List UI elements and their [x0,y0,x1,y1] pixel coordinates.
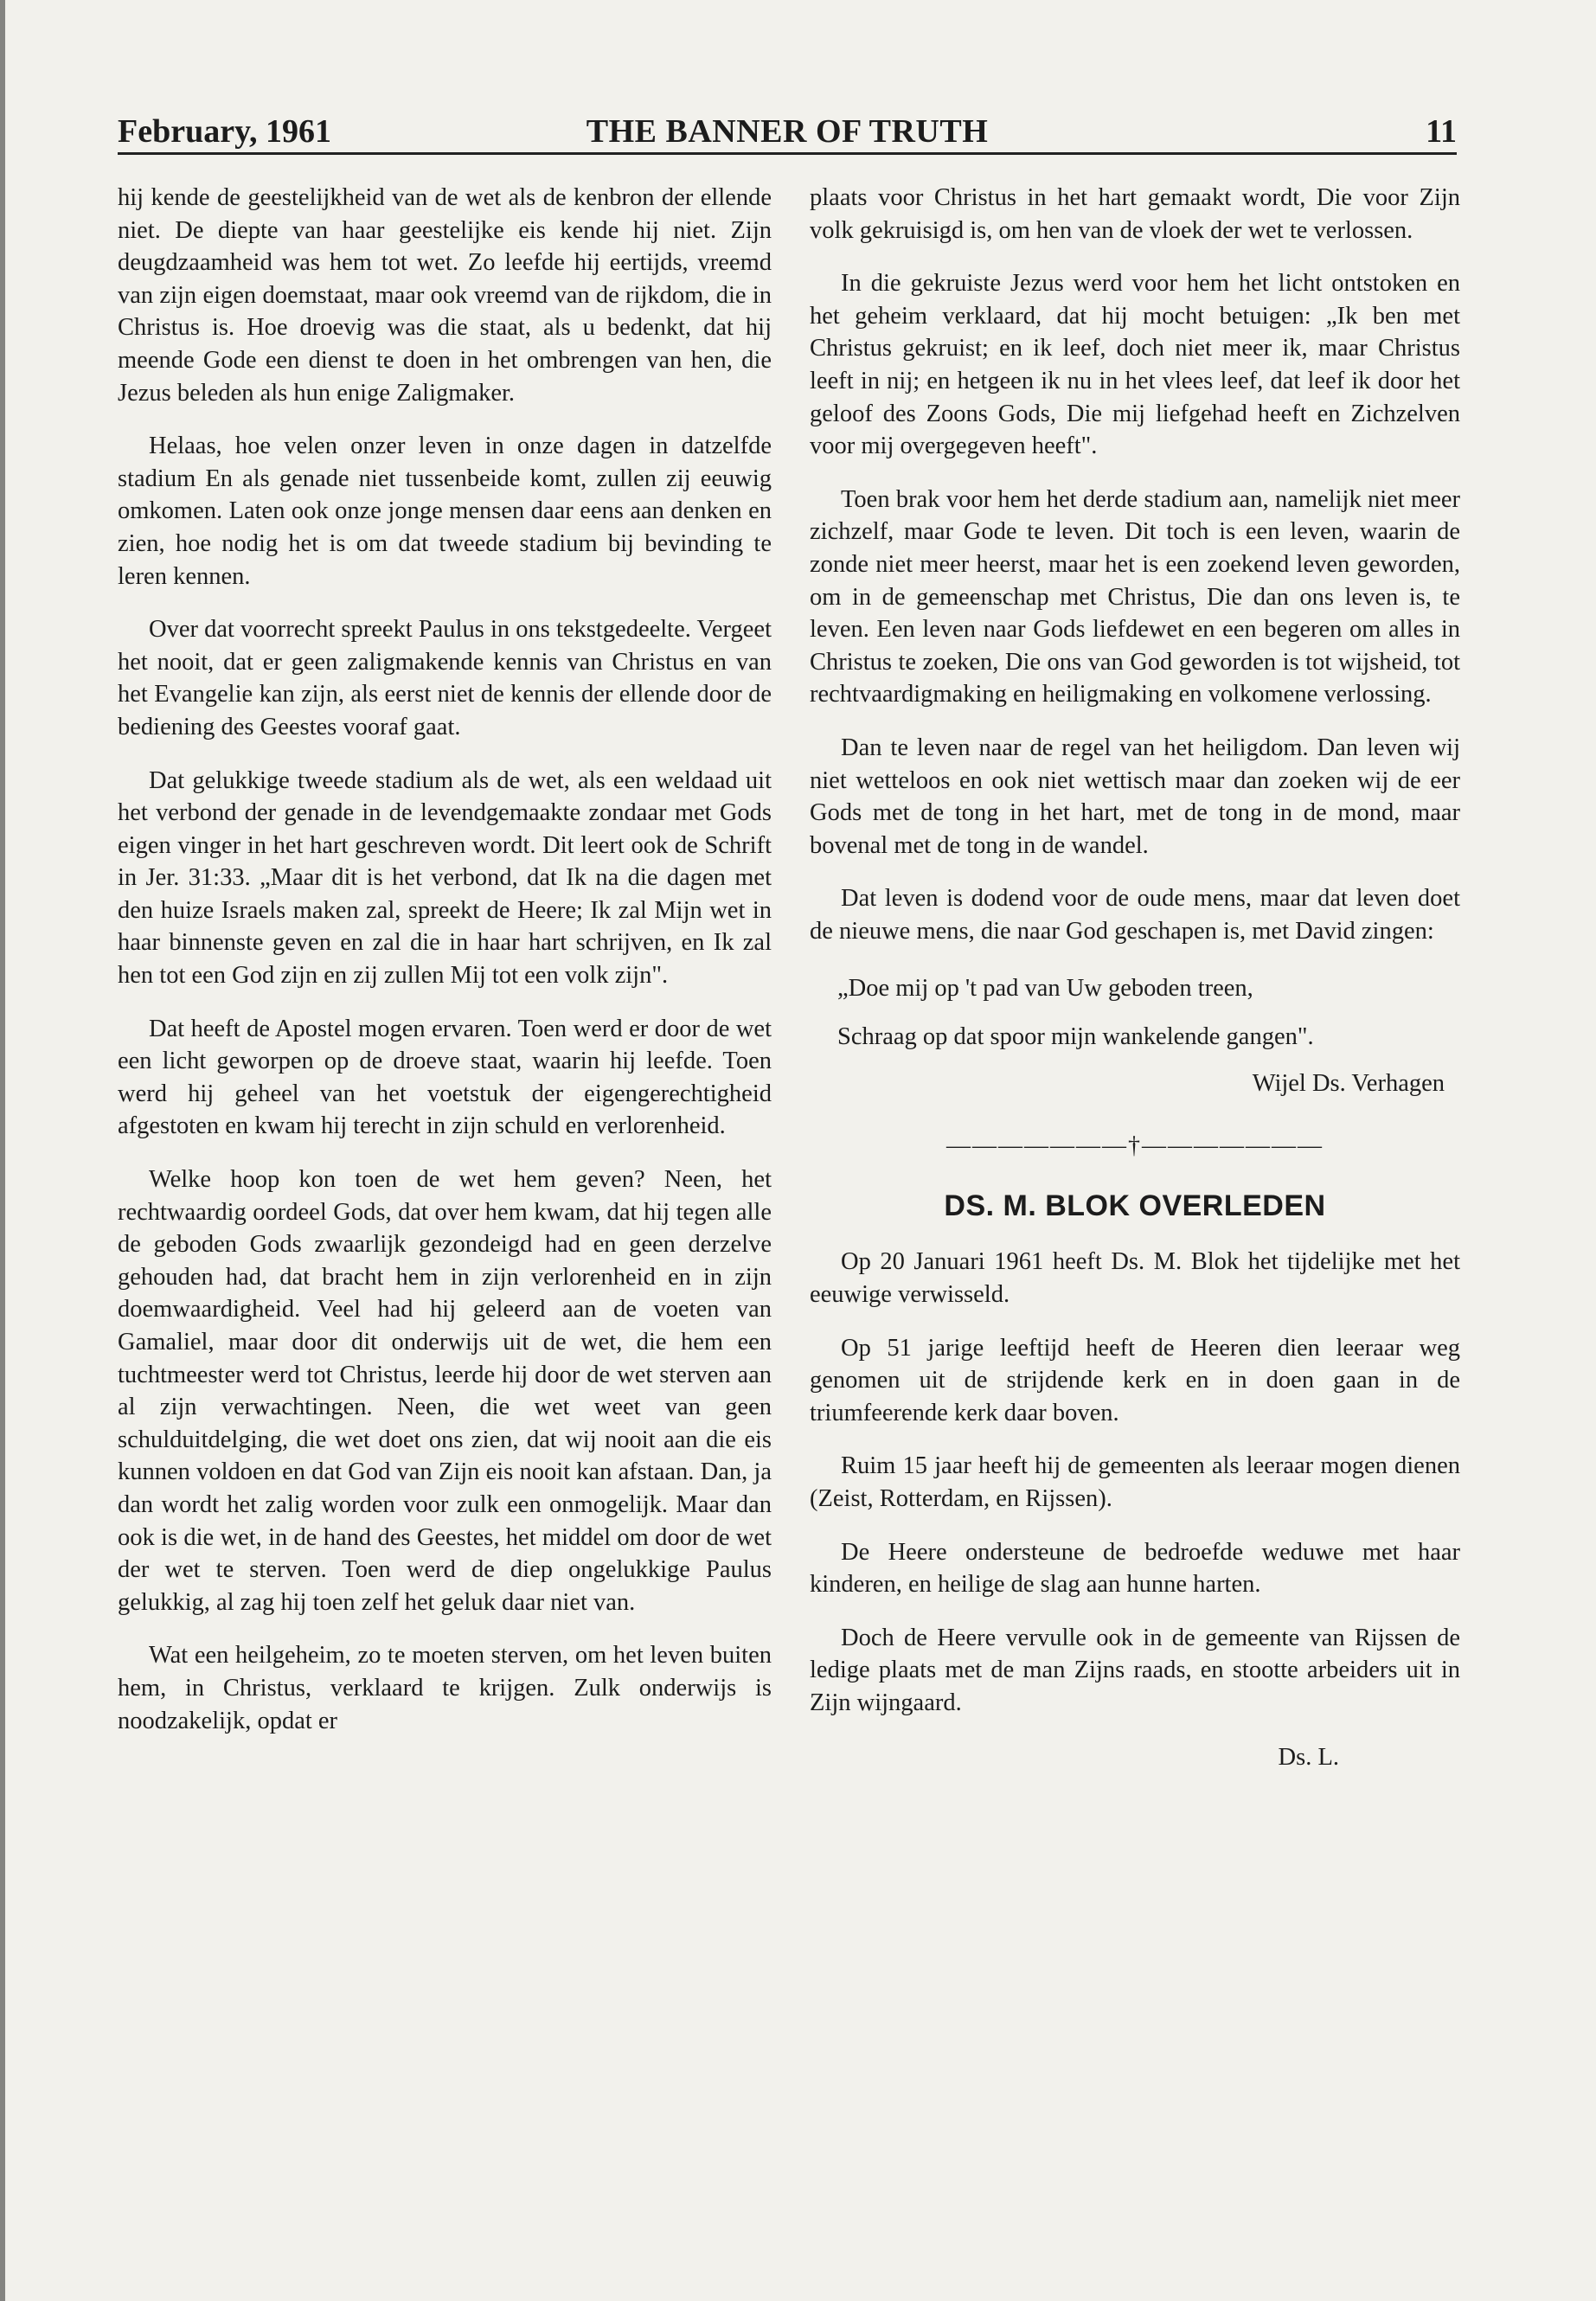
article-signature: Wijel Ds. Verhagen [1252,1070,1445,1098]
paragraph: Dan te leven naar de regel van het heiligdom. Dan leven wij niet wetteloos en ook niet wettisch maar dan zoeken wij de eer Gods met de tong in het hart, met de tong in de mond, maar bovenal met de tong in de wandel. [810,734,1460,859]
obituary-signature: Ds. L. [1278,1743,1339,1771]
page-number: 11 [1426,113,1457,150]
paragraph: Dat heeft de Apostel mogen ervaren. Toen werd er door de wet een licht geworpen op de droeve staat, waarin hij leefde. Toen werd hij geheel van het voetstuk der eigengerechtigheid afgestoten en kwam hij terecht in zijn schuld en verlorenheid. [118,1015,772,1140]
paragraph: Doch de Heere vervulle ook in de gemeente van Rijssen de ledige plaats met de man Zijns raads, en stootte arbeiders uit in Zijn wijngaard. [810,1624,1460,1716]
running-header [118,111,1457,155]
paragraph: Ruim 15 jaar heeft hij de gemeenten als leeraar mogen dienen (Zeist, Rotterdam, en Rijssen). [810,1452,1460,1513]
paragraph: In die gekruiste Jezus werd voor hem het licht ontstoken en het geheim verklaard, dat hij mocht betuigen: „Ik ben met Christus gekruist; en ik leef, doch niet meer ik, maar Christus leeft in nij; en hetgeen ik nu in het vlees leef, dat leef ik door het geloof des Zoons Gods, Die mij liefgehad heeft en Zichzelven voor mij overgegeven heeft". [810,270,1460,460]
paragraph: hij kende de geestelijkheid van de wet als de kenbron der ellende niet. De diepte van haar geestelijke eis kende hij niet. Zijn deugdzaamheid was hem tot wet. Zo leefde hij eertijds, vreemd van zijn eigen doemstaat, maar ook vreemd van de rijkdom, die in Christus is. Hoe droevig was die staat, als u bedenkt, dat hij meende Gode een dienst te doen in het ombrengen van hen, die Jezus beleden als hun enige Zaligmaker. [118,184,772,407]
left-column [118,182,772,1758]
paragraph: Dat leven is dodend voor de oude mens, maar dat leven doet de nieuwe mens, die naar God geschapen is, met David zingen: [810,885,1460,945]
right-column [810,182,1460,1775]
issue-date: February, 1961 [118,113,331,150]
scan-edge [0,0,5,2301]
psalm-verse-line: „Doe mij op 't pad van Uw geboden treen, [837,975,1253,1003]
paragraph: plaats voor Christus in het hart gemaakt wordt, Die voor Zijn volk gekruisigd is, om hen van de vloek der wet te verlossen. [810,184,1460,244]
paragraph: Toen brak voor hem het derde stadium aan, namelijk niet meer zichzelf, maar Gode te leven. Dit toch is een leven, waarin de zonde niet meer heerst, maar het is een zoekend leven geworden, om in de gemeenschap met Christus, Die dan ons leven is, te leven. Een leven naar Gods liefdewet en een begeren om alles in Christus te zoeken, Die ons van God geworden is tot wijsheid, tot rechtvaardigmaking en heiligmaking en volkomene verlossing. [810,485,1460,708]
paragraph: Op 51 jarige leeftijd heeft de Heeren dien leeraar weg genomen uit de strijdende kerk en in doen gaan in de triumfeerende kerk daar boven. [810,1334,1460,1426]
paragraph: De Heere ondersteune de bedroefde weduwe met haar kinderen, en heilige de slag aan hunne harten. [810,1538,1460,1599]
section-separator: ———————†——————— [946,1132,1324,1160]
journal-title: THE BANNER OF TRUTH [586,113,989,150]
obituary-title: DS. M. BLOK OVERLEDEN [944,1189,1326,1223]
paragraph: Over dat voorrecht spreekt Paulus in ons tekstgedeelte. Vergeet het nooit, dat er geen zaligmakende kennis van Christus en van het Evangelie kan zijn, als eerst niet de kennis der ellende door de bediening des Geestes vooraf gaat. [118,616,772,740]
psalm-verse-line: Schraag op dat spoor mijn wankelende gangen". [837,1023,1314,1051]
paragraph: Dat gelukkige tweede stadium als de wet, als een weldaad uit het verbond der genade in de levendgemaakte zondaar met Gods eigen vinger in het hart geschreven wordt. Dit leert ook de Schrift in Jer. 31:33. „Maar dit is het verbond, dat Ik na die dagen met den huize Israels maken zal, spreekt de Heere; Ik zal Mijn wet in haar binnenste geven en zal die in haar hart schrijven, en Ik zal hen tot een God zijn en zij zullen Mij tot een volk zijn". [118,766,772,990]
paragraph: Wat een heilgeheim, zo te moeten sterven, om het leven buiten hem, in Christus, verklaard te krijgen. Zulk onderwijs is noodzakelijk, opdat er [118,1642,772,1734]
paragraph: Welke hoop kon toen de wet hem geven? Neen, het rechtwaardig oordeel Gods, dat over hem kwam, dat hij tegen alle de geboden Gods zwaarlijk gezondeigd had en geen derzelve gehouden had, dat bracht hem in zijn verlorenheid en in zijn doemwaardigheid. Veel had hij geleerd aan de voeten van Gamaliel, maar door dit onderwijs uit de wet, die hem een tuchtmeester werd tot Christus, leerde hij door de wet sterven aan al zijn verwachtingen. Neen, die wet weet van geen schulduitdelging, die wet doet ons zien, dat wij nooit aan die eis kunnen voldoen en dat God van Zijn eis nooit kan afstaan. Dan, ja dan wordt het zalig worden voor zulk een onmogelijk. Maar dan ook is die wet, in de hand des Geestes, het middel om door de wet der wet te sterven. Toen werd de diep ongelukkige Paulus gelukkig, al zag hij toen zelf het geluk daar niet van. [118,1166,772,1616]
paragraph: Op 20 Januari 1961 heeft Ds. M. Blok het tijdelijke met het eeuwige verwisseld. [810,1248,1460,1309]
paragraph: Helaas, hoe velen onzer leven in onze dagen in datzelfde stadium En als genade niet tussenbeide komt, zullen zij eeuwig omkomen. Laten ook onze jonge mensen daar eens aan denken en zien, hoe nodig het is om dat tweede stadium bij bevinding te leren kennen. [118,433,772,590]
